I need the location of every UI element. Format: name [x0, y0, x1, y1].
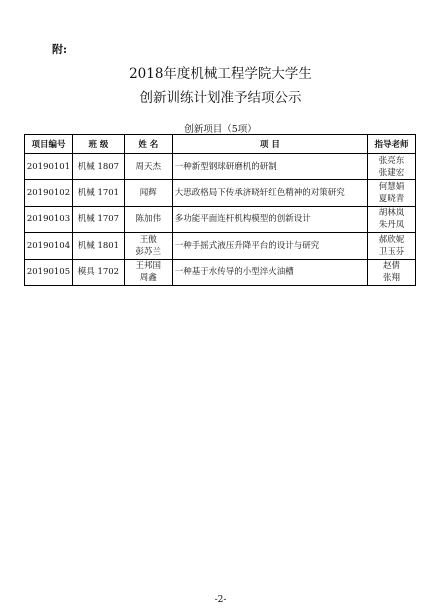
cell-class: 机械 1707 [72, 206, 124, 232]
document-title-line1: 2018年度机械工程学院大学生 [129, 66, 312, 82]
cell-advisors: 郝欣妮 卫玉芬 [368, 233, 416, 259]
table-row [25, 180, 416, 206]
cell-student-names: 周天杰 [124, 154, 172, 180]
document-title-line2: 创新训练计划准予结项公示 [139, 90, 302, 106]
section-title: 创新项目（5项） [184, 124, 257, 135]
cell-project-id: 20190102 [25, 180, 73, 206]
table-row [25, 154, 416, 180]
header-project-id: 项目编号 [25, 135, 73, 154]
cell-project-id: 20190103 [25, 206, 73, 232]
cell-project-title: 一种基于水传导的小型淬火油槽 [172, 259, 367, 285]
cell-project-id: 20190105 [25, 259, 73, 285]
header-advisor: 指导老师 [368, 135, 416, 154]
header-project: 项 目 [172, 135, 367, 154]
cell-project-id: 20190104 [25, 233, 73, 259]
cell-class: 机械 1807 [72, 154, 124, 180]
project-table [24, 134, 416, 286]
cell-class: 机械 1701 [72, 180, 124, 206]
page-number: -2- [214, 595, 227, 605]
header-class: 班 级 [72, 135, 124, 154]
cell-project-title: 一种新型钢球研磨机的研制 [172, 154, 367, 180]
cell-project-title: 大思政格局下传承济晓轩红色精神的对策研究 [172, 180, 367, 206]
cell-class: 机械 1801 [72, 233, 124, 259]
cell-student-names: 王傲 彭苏兰 [124, 233, 172, 259]
cell-advisors: 何慧娟 夏晓青 [368, 180, 416, 206]
cell-project-title: 一种手摇式液压升降平台的设计与研究 [172, 233, 367, 259]
cell-advisors: 赵倩 张翔 [368, 259, 416, 285]
cell-advisors: 胡林岚 朱丹凤 [368, 206, 416, 232]
cell-student-names: 陈加伟 [124, 206, 172, 232]
table-row [25, 206, 416, 232]
cell-student-names: 闻辉 [124, 180, 172, 206]
attachment-label: 附: [52, 43, 68, 56]
cell-student-names: 王邦国 周鑫 [124, 259, 172, 285]
cell-class: 模具 1702 [72, 259, 124, 285]
table-row [25, 259, 416, 285]
header-name: 姓 名 [124, 135, 172, 154]
cell-project-title: 多功能平面连杆机构模型的创新设计 [172, 206, 367, 232]
table-body [25, 154, 416, 286]
table-row [25, 233, 416, 259]
cell-project-id: 20190101 [25, 154, 73, 180]
table-header-row [25, 135, 416, 154]
cell-advisors: 张亮东 张建宏 [368, 154, 416, 180]
